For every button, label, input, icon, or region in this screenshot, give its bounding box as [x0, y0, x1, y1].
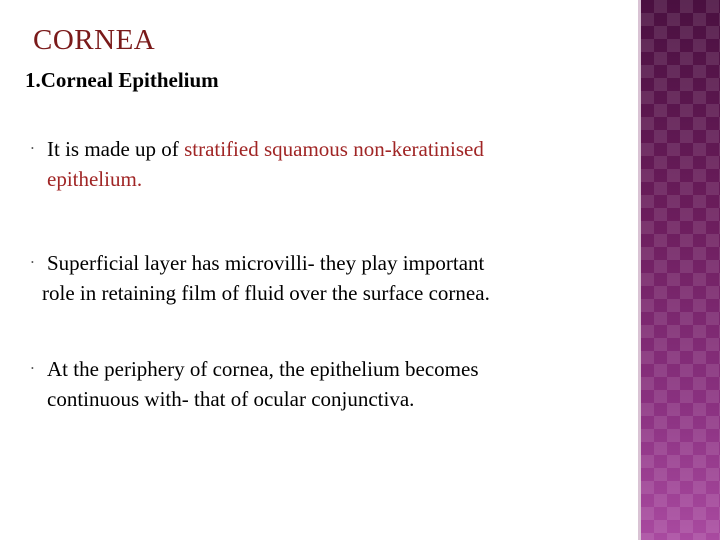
- bullet-line-1: At the periphery of cornea, the epithelium becomes: [47, 357, 479, 381]
- bullet-marker-icon: •: [31, 258, 34, 267]
- bullet-line-2: role in retaining film of fluid over the surface cornea.: [42, 281, 490, 305]
- bullet-item: [27, 354, 597, 414]
- slide-title: CORNEA: [33, 24, 156, 56]
- decorative-side-panel: [641, 0, 720, 540]
- bullet-line-1: [47, 134, 597, 164]
- bullet-list: [27, 134, 597, 414]
- bullet-item: [27, 248, 597, 308]
- bullet-line-2: epithelium.: [47, 167, 143, 191]
- bullet-text: It is made up of: [47, 137, 185, 161]
- bullet-line-2: continuous with- that of ocular conjunctiva.: [47, 387, 415, 411]
- bullet-item: [27, 134, 597, 194]
- highlight-text: stratified squamous non-keratinised: [184, 137, 484, 161]
- bullet-marker-icon: •: [31, 144, 34, 153]
- slide-subtitle: 1.Corneal Epithelium: [25, 68, 219, 92]
- bullet-marker-icon: •: [31, 364, 34, 373]
- bullet-line-1: Superficial layer has microvilli- they play important: [47, 251, 485, 275]
